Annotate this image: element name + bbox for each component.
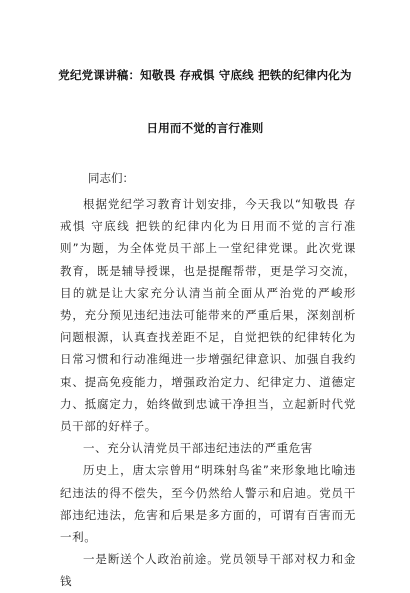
document-title-line-2: 日用而不觉的言行准则: [146, 121, 264, 135]
section-heading-1: 一、充分认清党员干部违纪违法的严重危害: [83, 441, 313, 456]
history-paragraph: 历史上，唐太宗曾用“明珠射鸟雀”来形象地比喻违纪违法的得不偿失，至今仍然给人警示和启迪。党员干部违纪违法，危害和后果是多方面的，可谓有百害而无一利。: [60, 463, 356, 545]
document-title-line-1: 党纪党课讲稿：知敬畏 存戒惧 守底线 把铁的纪律内化为: [58, 68, 352, 82]
intro-paragraph: 根据党纪学习教育计划安排，今天我以“知敬畏 存戒惧 守底线 把铁的纪律内化为日用而不觉的言行准则”为题，为全体党员干部上一堂纪律党课。此次党课教育，既是辅导授课，也是提醒帮带，更是学习交流，目的就是让大家充分认清当前全面从严治党的严峻形势，充分预见违纪违法可能带来的严重后果，深刻剖析问题根源，认真查找差距不足，自觉把铁的纪律转化为日常习惯和行动准绳进一步增强纪律意识、加强自我约束、提高免疫能力，增强政治定力、纪律定力、道德定力、抵腐定力，始终做到忠诚干净担当，立起新时代党员干部的好样子。: [60, 197, 356, 434]
document-body: [60, 193, 356, 593]
greeting: 同志们：: [88, 171, 134, 185]
point-one-paragraph: 一是断送个人政治前途。党员领导干部对权力和金钱: [60, 552, 356, 589]
